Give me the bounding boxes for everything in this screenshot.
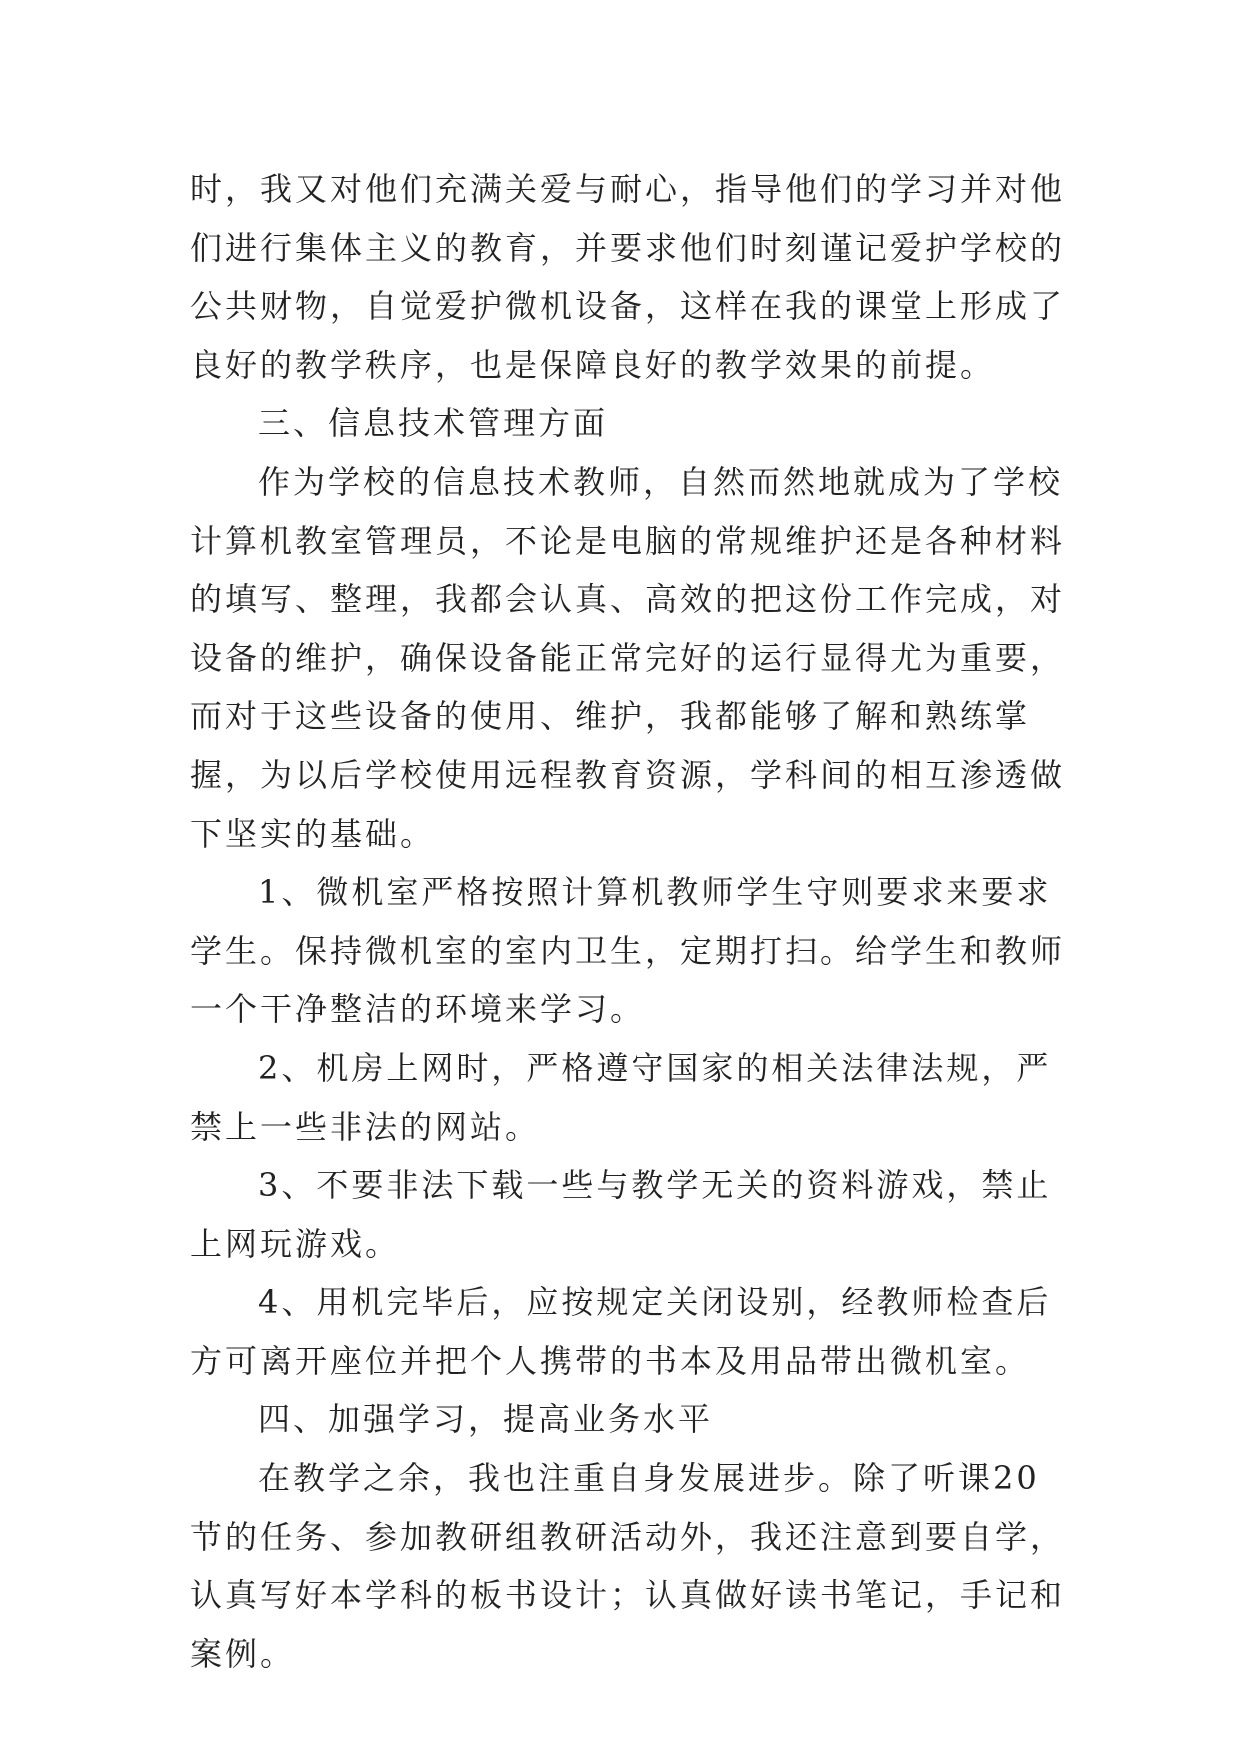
paragraph-continuation: 时，我又对他们充满关爱与耐心，指导他们的学习并对他们进行集体主义的教育，并要求他们时刻谨记爱护学校的公共财物，自觉爱护微机设备，这样在我的课堂上形成了良好的教学秩序，也是保障良好的教学效果的前提。 <box>190 170 1066 384</box>
list-item-2: 2、机房上网时，严格遵守国家的相关法律法规，严禁上一些非法的网站。 <box>190 1048 1052 1146</box>
document-body <box>190 160 1070 1683</box>
list-item-1: 1、微机室严格按照计算机教师学生守则要求来要求学生。保持微机室的室内卫生，定期打扫。给学生和教师一个干净整洁的环境来学习。 <box>190 873 1066 1029</box>
section-heading-3: 三、信息技术管理方面 <box>258 404 609 443</box>
list-item-4: 4、用机完毕后，应按规定关闭设别，经教师检查后方可离开座位并把个人携带的书本及用品带出微机室。 <box>190 1283 1052 1380</box>
paragraph-study: 在教学之余，我也注重自身发展进步。除了听课20节的任务、参加教研组教研活动外，我还注意到要自学，认真写好本学科的板书设计；认真做好读书笔记，手记和案例。 <box>190 1459 1066 1673</box>
list-item-3: 3、不要非法下载一些与教学无关的资料游戏，禁止上网玩游戏。 <box>190 1166 1052 1263</box>
paragraph-it-management: 作为学校的信息技术教师，自然而然地就成为了学校计算机教室管理员，不论是电脑的常规维护还是各种材料的填写、整理，我都会认真、高效的把这份工作完成，对设备的维护，确保设备能正常完好的运行显得尤为重要，而对于这些设备的使用、维护，我都能够了解和熟练掌握，为以后学校使用远程教育资源，学科间的相互渗透做下坚实的基础。 <box>190 462 1066 853</box>
section-heading-4: 四、加强学习，提高业务水平 <box>258 1400 714 1439</box>
